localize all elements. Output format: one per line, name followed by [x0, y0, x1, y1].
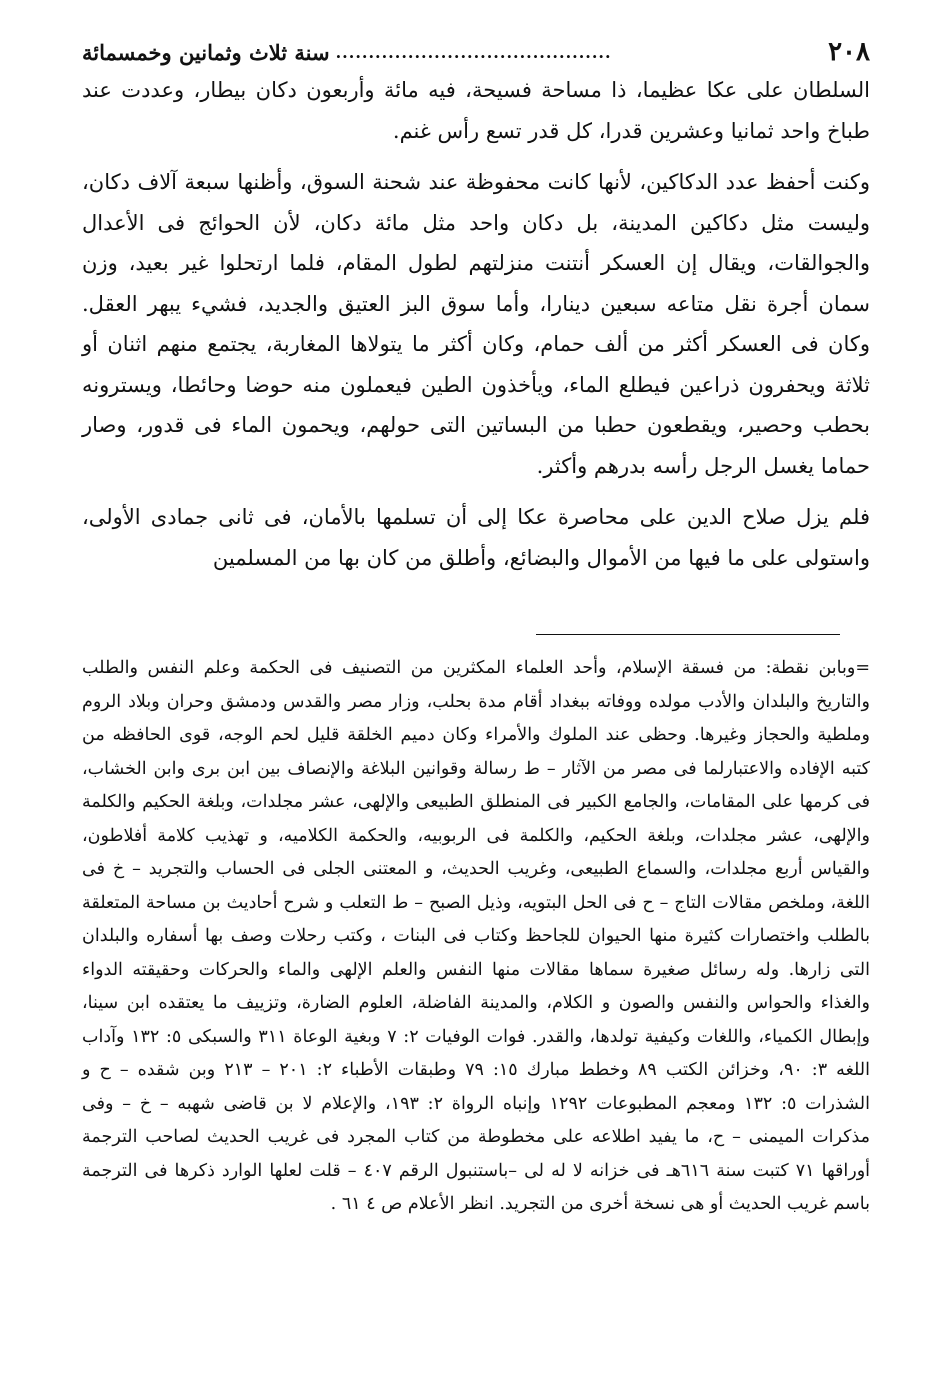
- footnote-text: =وبابن نقطة: من فسقة الإسلام، وأحد العلماء المكثرين من التصنيف فى الحكمة وعلم النفس والطلب والتاريخ والبلدان والأدب مولده ووفاته ببغداد أقام مدة بحلب، وزار مصر والقدس ودمشق وحران وبلاد الروم وملطية والحجاز وغيرها. وحظى عند الملوك والأمراء وكان دميم الخلقة قليل لحم الوجه، قوى الحافظه من كتبه الإفاده والاعتبارلما فى مصر من الآثار – ط رسالة وقوانين البلاغة والإنصاف بين ابن برى وابن الخشاب، فى كرمها على المقامات، والجامع الكبير فى المنطلق الطبيعى والإلهى، عشر مجلدات، وبلغة الحكيم والكلمة والإلهى، عشر مجلدات، وبلغة الحكيم، والكلمة فى الربوبيه، والحكمة الكلاميه، و تهذيب كلامة أفلاطون، والقياس أربع مجلدات، والسماع الطبيعى، وغريب الحديث، و المعتنى الجلى فى الحساب والتجريد – خ فى اللغة، وملخص مقالات التاج – ح فى الحل البتويه، وذيل الصبح – ط التعلب و شرح أحاديث بن مساحة المتعلقة بالطلب واختصارات كثيرة منها الحيوان للجاحظ وكتاب فى البنات ، وكتب رحلات وصف بها أسفاره والبلدان التى زارها. وله رسائل صغيرة سماها مقالات منها النفس والعلم الإلهى والماء والحركات وحقيقته الدواء والغذاء والحواس والنفس والصون و الكلام، والمدينة الفاضلة، العلوم الضارة، وتزييف ما يعتقده ابن سينا، وإبطال الكمياء، واللغات وكيفية تولدها، والقدر. فوات الوفيات ٢: ٧ وبغية الوعاة ٣١١ والسبكى ٥: ١٣٢ وآداب اللغه ٣: ٩٠، وخزائن الكتب ٨٩ وخطط مبارك ١٥: ٧٩ وطبقات الأطباء ٢: ٢٠١ – ٢١٣ وبن شقده – ح و الشذرات ٥: ١٣٢ ومعجم المطبوعات ١٢٩٢ وإنباه الرواة ٢: ١٩٣، والإعلام لا بن قاضى شهبه – خ – وفى مذكرات الميمنى – ح، ما يفيد اطلاعه على مخطوطة من كتاب المجرد فى غريب الحديث لصاحب الترجمة أوراقها ٧١ كتبت سنة ٦١٦هـ فى خزانه لا له لى –باستنبول الرقم ٤٠٧ – قلت لعلها الوارد ذكرها فى الترجمة باسم غريب الحديث أو هى نسخة أخرى من التجريد. انظر الأعلام ص ٤ ٦١ .: [82, 658, 871, 1214]
- paragraph-1: السلطان على عكا عظيما، ذا مساحة فسيحة، فيه مائة وأربعون دكان بيطار، وعددت عند طباخ واحد ثمانيا وعشرين قدرا، كل قدر تسع رأس غنم.: [82, 78, 870, 143]
- chapter-title: سنة ثلاث وثمانين وخمسمائة: [82, 39, 330, 65]
- paragraph-2: وكنت أحفظ عدد الدكاكين، لأنها كانت محفوظة عند شحنة السوق، وأظنها سبعة آلاف دكان، وليست مثل دكاكين المدينة، بل دكان واحد مثل مائة دكان، لأن الحوائج فى الأعدال والجوالقات، ويقال إن العسكر أنتنت منزلتهم لطول المقام، فلما ارتحلوا غير بعيد، وزن سمان أجرة نقل متاعه سبعين دينارا، وأما سوق البز العتيق والجديد، فشيء يبهر العقل. وكان فى العسكر أكثر من ألف حمام، وكان أكثر ما يتولاها المغاربة، يجتمع منهم اثنان أو ثلاثة ويحفرون ذراعين فيطلع الماء، ويأخذون الطين فيعملون منه حوضا وحائطا، ويسترونه بحطب وحصير، ويقطعون حطبا من البساتين التى حولهم، ويحمون الماء فى قدور، وصار حماما يغسل الرجل رأسه بدرهم وأكثر.: [82, 170, 870, 478]
- footnote: [82, 652, 870, 1222]
- footnote-separator: [536, 634, 840, 635]
- main-text: [82, 70, 870, 578]
- header-title-group: [82, 40, 612, 65]
- paragraph-3: فلم يزل صلاح الدين على محاصرة عكا إلى أن تسلمها بالأمان، فى ثانى جمادى الأولى، واستولى على ما فيها من الأموال والبضائع، وأطلق من كان بها من المسلمين: [82, 505, 870, 570]
- header-dots: ..........................................: [335, 42, 612, 62]
- page-number: ٢٠٨: [828, 37, 870, 67]
- running-header: [82, 34, 870, 70]
